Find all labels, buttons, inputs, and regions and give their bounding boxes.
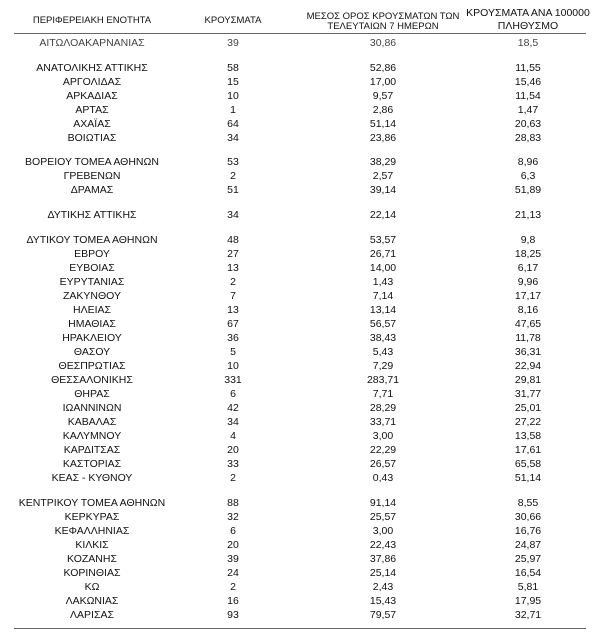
cases-cell: 27 [227,248,239,260]
table-row [0,496,600,510]
table-row [0,538,600,552]
per100k-cell: 21,13 [514,209,542,221]
per100k-cell: 8,96 [517,156,539,168]
avg-7day-cell: 9,57 [372,90,394,102]
region-cell: ΚΑΛΥΜΝΟΥ [62,430,122,442]
cases-cell: 20 [227,539,239,551]
region-cell: ΚΕΦΑΛΛΗΝΙΑΣ [54,525,130,537]
avg-7day-cell: 53,57 [369,234,397,246]
avg-7day-cell: 17,00 [369,76,397,88]
table-row [0,580,600,594]
table-row [0,510,600,524]
region-cell: ΒΟΙΩΤΙΑΣ [67,132,117,144]
per100k-cell: 36,31 [514,346,542,358]
region-cell: ΗΡΑΚΛΕΙΟΥ [62,332,122,344]
region-cell: ΓΡΕΒΕΝΩΝ [63,170,121,182]
table-row [0,359,600,373]
avg-7day-cell: 91,14 [369,497,397,509]
table-row [0,131,600,145]
cases-cell: 4 [230,430,236,442]
table-row [0,233,600,247]
table-row [0,387,600,401]
avg-7day-cell: 7,14 [372,290,394,302]
region-cell: ΚΩ [84,581,100,593]
header-region: ΠΕΡΙΦΕΡΕΙΑΚΗ ΕΝΟΤΗΤΑ [32,15,152,26]
per100k-cell: 1,47 [517,104,539,116]
per100k-cell: 9,8 [520,234,536,246]
region-cell: ΑΡΓΟΛΙΔΑΣ [62,76,122,88]
cases-cell: 6 [230,525,236,537]
table-row [0,103,600,117]
table-row [0,208,600,222]
avg-7day-cell: 52,86 [369,62,397,74]
table-row [0,415,600,429]
per100k-cell: 6,3 [520,170,536,182]
table-row [0,289,600,303]
avg-7day-cell: 1,43 [372,276,394,288]
cases-cell: 51 [227,184,239,196]
avg-7day-cell: 33,71 [369,416,397,428]
region-cell: ΚΕΑΣ - ΚΥΘΝΟΥ [51,472,133,484]
avg-7day-cell: 15,43 [369,595,397,607]
header-avg-line1: ΜΕΣΟΣ ΟΡΟΣ ΚΡΟΥΣΜΑΤΩΝ ΤΩΝ [306,11,460,22]
per100k-cell: 11,54 [515,90,541,102]
avg-7day-cell: 13,14 [369,304,397,316]
region-cell: ΚΑΣΤΟΡΙΑΣ [62,458,122,470]
cases-cell: 331 [224,374,242,386]
region-cell: ΒΟΡΕΙΟΥ ΤΟΜΕΑ ΑΘΗΝΩΝ [25,156,159,168]
cases-cell: 42 [227,402,239,414]
table-row [0,75,600,89]
region-cell: ΘΑΣΟΥ [73,346,111,358]
cases-cell: 10 [227,90,239,102]
cases-cell: 32 [227,511,239,523]
avg-7day-cell: 38,29 [369,156,397,168]
table-row [0,317,600,331]
cases-cell: 13 [227,304,239,316]
avg-7day-cell: 2,43 [372,581,394,593]
table-row [0,401,600,415]
region-cell: ΕΥΡΥΤΑΝΙΑΣ [59,276,125,288]
region-cell: ΚΟΖΑΝΗΣ [67,553,117,565]
cases-cell: 48 [227,234,239,246]
avg-7day-cell: 5,43 [372,346,394,358]
cases-cell: 2 [230,581,236,593]
region-cell: ΚΕΝΤΡΙΚΟΥ ΤΟΜΕΑ ΑΘΗΝΩΝ [18,497,166,509]
avg-7day-cell: 14,00 [369,262,397,274]
table-row [0,429,600,443]
region-cell: ΖΑΚΥΝΘΟΥ [62,290,121,302]
per100k-cell: 17,61 [514,444,542,456]
cases-cell: 64 [227,118,239,130]
per100k-cell: 28,83 [514,132,542,144]
region-cell: ΑΡΤΑΣ [75,104,109,116]
cases-cell: 88 [227,497,239,509]
per100k-cell: 18,5 [517,37,539,49]
cases-cell: 34 [227,416,239,428]
table-row [0,345,600,359]
cases-cell: 67 [227,318,239,330]
table-row [0,373,600,387]
table-row [0,471,600,485]
cases-cell: 39 [227,553,239,565]
region-cell: ΚΑΒΑΛΑΣ [67,416,117,428]
avg-7day-cell: 51,14 [369,118,397,130]
cases-cell: 39 [227,37,239,49]
per100k-cell: 16,54 [514,567,542,579]
cases-cell: 2 [230,276,236,288]
per100k-cell: 25,97 [514,553,542,565]
table-row [0,608,600,622]
cases-cell: 58 [227,62,239,74]
avg-7day-cell: 25,14 [369,567,397,579]
per100k-cell: 9,96 [517,276,539,288]
cases-cell: 7 [230,290,236,302]
per100k-cell: 11,78 [515,332,541,344]
per100k-cell: 8,16 [517,304,539,316]
avg-7day-cell: 2,86 [372,104,394,116]
cases-cell: 20 [227,444,239,456]
region-cell: ΙΩΑΝΝΙΝΩΝ [62,402,122,414]
table-row [0,275,600,289]
region-cell: ΚΙΛΚΙΣ [75,539,109,551]
region-cell: ΚΕΡΚΥΡΑΣ [64,511,120,523]
cases-cell: 10 [227,360,239,372]
cases-cell: 53 [227,156,239,168]
per100k-cell: 5,81 [517,581,539,593]
avg-7day-cell: 23,86 [369,132,397,144]
per100k-cell: 6,17 [517,262,539,274]
per100k-cell: 29,81 [514,374,542,386]
table-row [0,117,600,131]
per100k-cell: 51,89 [514,184,542,196]
table-row [0,261,600,275]
table-row [0,457,600,471]
per100k-cell: 17,95 [514,595,542,607]
per100k-cell: 22,94 [514,360,542,372]
region-cell: ΛΑΡΙΣΑΣ [70,609,114,621]
header-per100k-line1: ΚΡΟΥΣΜΑΤΑ ΑΝΑ 100000 [466,7,590,19]
cases-cell: 93 [227,609,239,621]
per100k-cell: 32,71 [514,609,542,621]
cases-cell: 2 [230,170,236,182]
region-cell: ΑΝΑΤΟΛΙΚΗΣ ΑΤΤΙΚΗΣ [36,62,148,74]
cases-cell: 6 [230,388,236,400]
table-row [0,594,600,608]
table-row [0,89,600,103]
per100k-cell: 24,87 [514,539,542,551]
per100k-cell: 51,14 [514,472,542,484]
avg-7day-cell: 7,71 [372,388,394,400]
avg-7day-cell: 39,14 [369,184,397,196]
table-row [0,169,600,183]
cases-cell: 34 [227,132,239,144]
table-row [0,155,600,169]
region-cell: ΚΟΡΙΝΘΙΑΣ [63,567,121,579]
cases-cell: 2 [230,472,236,484]
cases-cell: 24 [227,567,239,579]
per100k-cell: 13,58 [514,430,542,442]
per100k-cell: 11,55 [515,62,541,74]
per100k-cell: 15,46 [514,76,542,88]
avg-7day-cell: 3,00 [372,525,394,537]
table-row [0,552,600,566]
table-row [0,36,600,50]
avg-7day-cell: 37,86 [369,553,397,565]
avg-7day-cell: 30,86 [369,37,397,49]
per100k-cell: 25,01 [514,402,542,414]
avg-7day-cell: 26,57 [369,458,397,470]
avg-7day-cell: 79,57 [369,609,397,621]
avg-7day-cell: 3,00 [372,430,394,442]
cases-cell: 15 [227,76,239,88]
per100k-cell: 47,65 [514,318,542,330]
per100k-cell: 18,25 [514,248,542,260]
avg-7day-cell: 25,57 [369,511,397,523]
region-cell: ΕΒΡΟΥ [74,248,110,260]
region-cell: ΕΥΒΟΙΑΣ [69,262,115,274]
table-row [0,183,600,197]
per100k-cell: 31,77 [514,388,542,400]
region-cell: ΘΕΣΣΑΛΟΝΙΚΗΣ [51,374,133,386]
avg-7day-cell: 22,43 [369,539,397,551]
table-row [0,247,600,261]
cases-cell: 36 [227,332,239,344]
avg-7day-cell: 22,14 [369,209,397,221]
region-cell: ΑΡΚΑΔΙΑΣ [66,90,118,102]
header-cases: ΚΡΟΥΣΜΑΤΑ [204,15,262,26]
table-row [0,331,600,345]
per100k-cell: 27,22 [514,416,542,428]
table-row [0,566,600,580]
per100k-cell: 17,17 [514,290,542,302]
cases-cell: 13 [227,262,239,274]
avg-7day-cell: 56,57 [369,318,397,330]
per100k-cell: 16,76 [514,525,542,537]
region-cell: ΚΑΡΔΙΤΣΑΣ [63,444,121,456]
cases-cell: 1 [230,104,236,116]
table-row [0,443,600,457]
bottom-divider [14,628,586,629]
per100k-cell: 30,66 [514,511,542,523]
avg-7day-cell: 283,71 [366,374,400,386]
cases-cell: 16 [227,595,239,607]
avg-7day-cell: 7,29 [372,360,394,372]
per100k-cell: 20,63 [514,118,542,130]
region-cell: ΘΕΣΠΡΩΤΙΑΣ [58,360,126,372]
avg-7day-cell: 2,57 [372,170,394,182]
region-cell: ΗΛΕΙΑΣ [72,304,111,316]
table-row [0,61,600,75]
region-cell: ΑΙΤΩΛΟΑΚΑΡΝΑΝΙΑΣ [39,37,145,49]
region-cell: ΛΑΚΩΝΙΑΣ [65,595,119,607]
region-cell: ΑΧΑΪΑΣ [73,118,111,130]
region-cell: ΔΥΤΙΚΟΥ ΤΟΜΕΑ ΑΘΗΝΩΝ [26,234,158,246]
region-cell: ΘΗΡΑΣ [74,388,110,400]
header-avg-line2: ΤΕΛΕΥΤΑΙΩΝ 7 ΗΜΕΡΩΝ [327,21,439,32]
avg-7day-cell: 28,29 [369,402,397,414]
region-cell: ΔΡΑΜΑΣ [70,184,114,196]
avg-7day-cell: 38,43 [369,332,397,344]
avg-7day-cell: 26,71 [369,248,397,260]
cases-cell: 5 [230,346,236,358]
cases-cell: 33 [227,458,239,470]
table-row [0,303,600,317]
header-per100k-line2: ΠΛΗΘΥΣΜΟ [497,20,559,32]
avg-7day-cell: 22,29 [369,444,397,456]
cases-cell: 34 [227,209,239,221]
table-row [0,524,600,538]
per100k-cell: 8,55 [517,497,539,509]
avg-7day-cell: 0,43 [372,472,394,484]
region-cell: ΗΜΑΘΙΑΣ [68,318,116,330]
per100k-cell: 65,58 [514,458,542,470]
region-cell: ΔΥΤΙΚΗΣ ΑΤΤΙΚΗΣ [47,209,137,221]
